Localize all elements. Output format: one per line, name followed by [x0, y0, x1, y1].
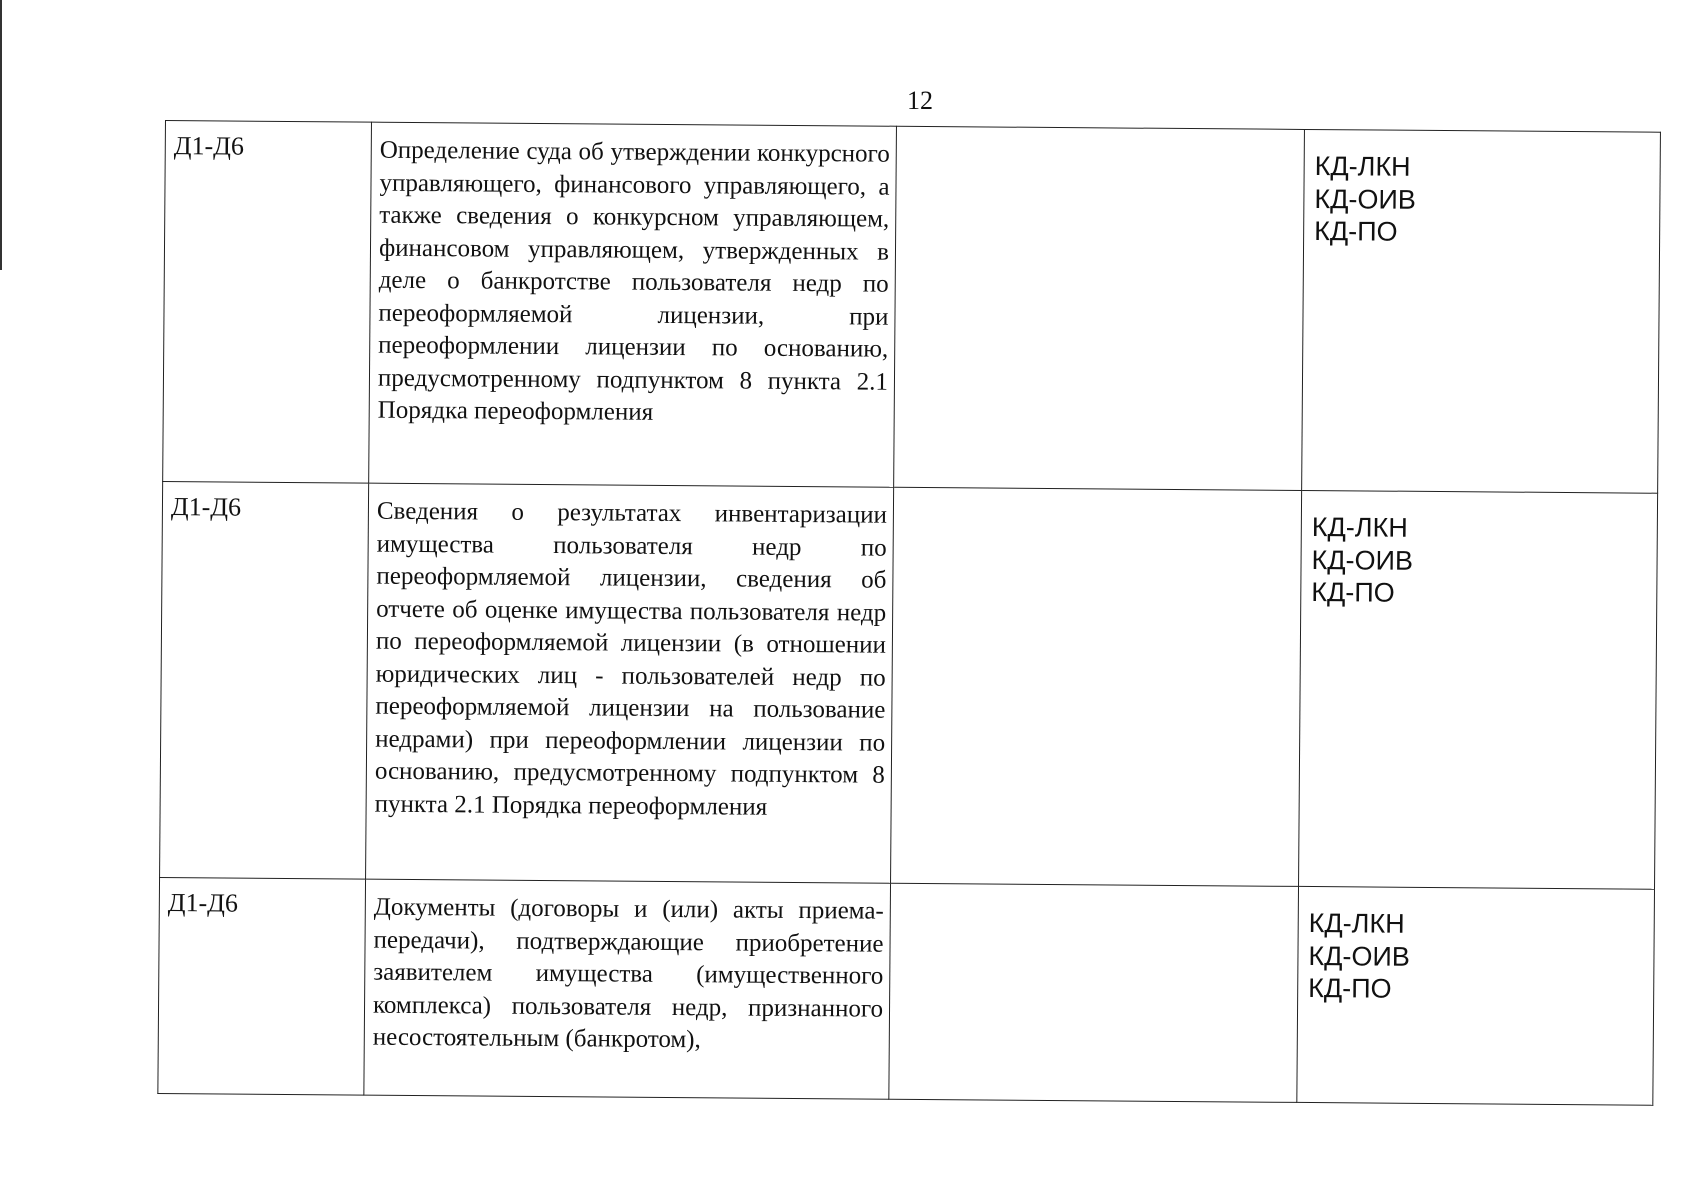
certificate-cell: [1299, 490, 1658, 889]
document-code: Д1-Д6: [167, 888, 239, 918]
document-code: Д1-Д6: [170, 492, 242, 522]
document-code-cell: [160, 481, 369, 879]
table-row: [163, 121, 1661, 494]
document-code-cell: [158, 877, 366, 1095]
certificate-list: [1308, 907, 1654, 1007]
document-description: Документы (договоры и (или) акты приема-передачи), подтверждающие приобретение заявителем имущества (имущественного комплекса) пользователя недр, признанного несостоятельным (банкротом),: [372, 893, 884, 1054]
document-table: [157, 120, 1661, 1106]
page-number: 12: [907, 86, 933, 115]
certificate-code: КД-ЛКН: [1314, 151, 1411, 182]
certificate-cell: [1302, 129, 1661, 493]
document-description: Определение суда об утверждении конкурсного управляющего, финансового управляющего, а также сведения о конкурсном управляющем, финансовом управляющем, утвержденных в деле о банкротстве пользователя недр по переоформляемой лицензии, при переоформлении лицензии по основанию, предусмотренному подпунктом 8 пункта 2.1 Порядка переоформления: [377, 136, 890, 426]
certificate-code: КД-ОИВ: [1311, 544, 1414, 576]
certificate-cell: [1297, 886, 1655, 1105]
certificate-code: КД-ОИВ: [1308, 940, 1411, 972]
certificate-list: [1311, 511, 1657, 611]
description-cell: [366, 483, 894, 883]
certificate-code: КД-ПО: [1308, 973, 1392, 1004]
empty-cell: [891, 487, 1302, 886]
table-row: [158, 877, 1655, 1105]
empty-cell: [889, 883, 1299, 1102]
empty-cell: [894, 126, 1305, 490]
certificate-code: КД-ЛКН: [1311, 512, 1408, 543]
table-row: [160, 481, 1658, 889]
certificate-code: КД-ПО: [1311, 577, 1395, 608]
document-description: Сведения о результатах инвентаризации имущества пользователя недр по переоформляемой лицензии, сведения об отчете об оценке имущества пользователя недр по переоформляемой лицензии (в отношении юридических лиц - пользователей недр по переоформляемой лицензии на пользование недрами) при переоформлении лицензии по основанию, предусмотренному подпунктом 8 пункта 2.1 Порядка переоформления: [374, 497, 888, 821]
certificate-code: КД-ОИВ: [1314, 183, 1416, 215]
description-cell: [364, 879, 891, 1099]
document-code-cell: [163, 121, 372, 484]
scan-edge-mark: [0, 0, 2, 270]
description-cell: [369, 122, 897, 487]
document-code: Д1-Д6: [173, 131, 245, 161]
certificate-code: КД-ПО: [1314, 216, 1398, 247]
certificate-list: [1314, 150, 1660, 250]
certificate-code: КД-ЛКН: [1308, 908, 1405, 939]
